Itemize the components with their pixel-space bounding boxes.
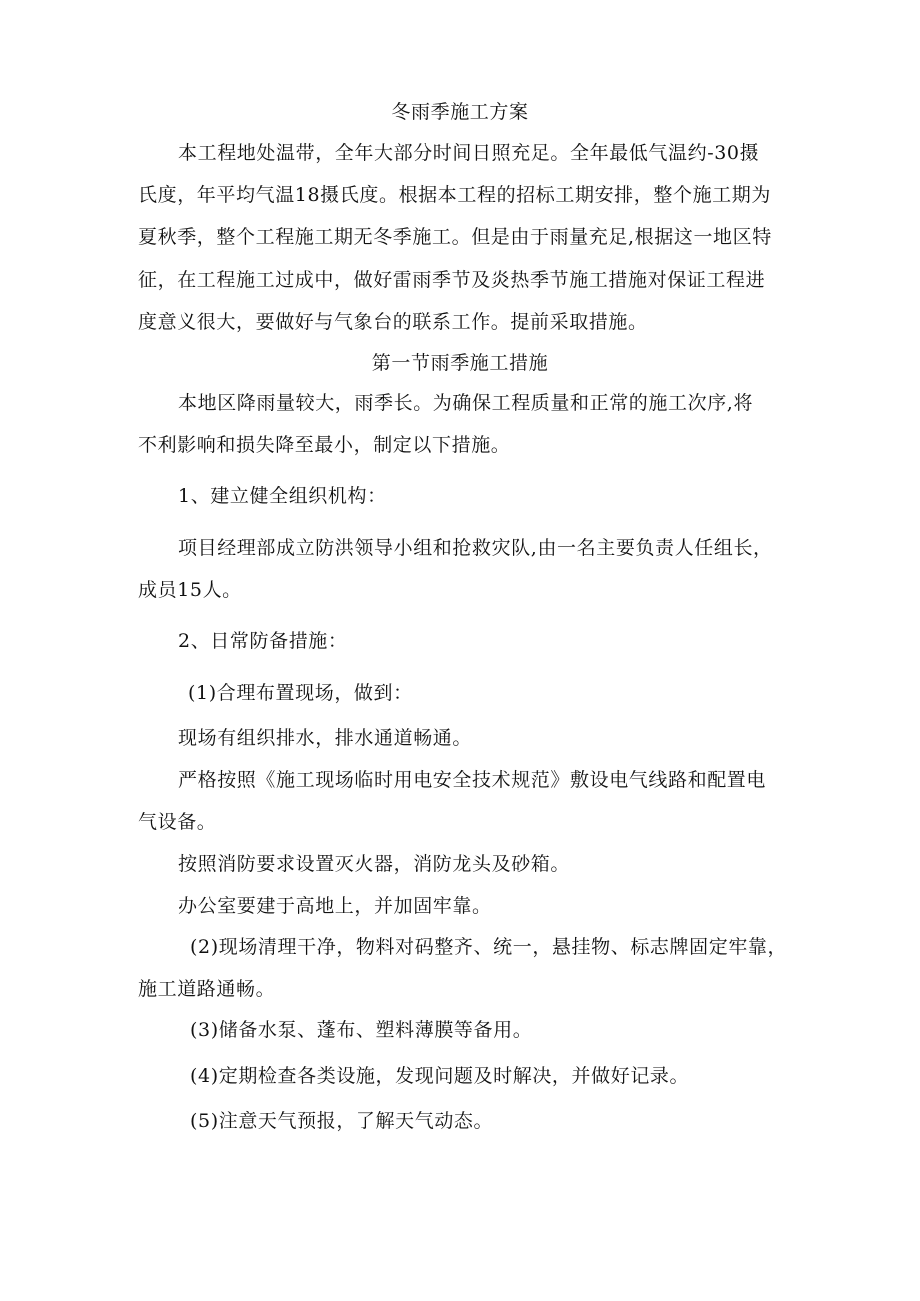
section-intro-line-2: 不利影响和损失降至最小，制定以下措施。 — [138, 434, 511, 456]
intro-line-1: 本工程地处温带，全年大部分时间日照充足。全年最低气温约-30摄 — [178, 142, 760, 164]
item1-body-line-1: 项目经理部成立防洪领导小组和抢救灾队,由一名主要负责人任组长， — [178, 537, 773, 559]
sub1-heading: (1)合理布置现场，做到： — [188, 682, 413, 704]
sub1-point-1: 现场有组织排水，排水通道畅通。 — [178, 727, 473, 749]
intro-line-2: 氏度，年平均气温18摄氏度。根据本工程的招标工期安排，整个施工期为 — [138, 184, 771, 206]
sub2-line-1: (2)现场清理干净，物料对码整齐、统一，悬挂物、标志牌固定牢靠， — [190, 936, 788, 958]
intro-line-5: 度意义很大，要做好与气象台的联系工作。提前采取措施。 — [138, 311, 648, 333]
sub1-point-3: 按照消防要求设置灭火器，消防龙头及砂箱。 — [178, 853, 571, 875]
section-intro-line-1: 本地区降雨量较大，雨季长。为确保工程质量和正常的施工次序,将 — [178, 392, 754, 414]
sub1-point-4: 办公室要建于高地上，并加固牢靠。 — [178, 895, 492, 917]
document-title: 冬雨季施工方案 — [391, 101, 529, 123]
sub1-point-2: 严格按照《施工现场临时用电安全技术规范》敷设电气线路和配置电 — [178, 769, 767, 791]
sub2-line-2: 施工道路通畅。 — [138, 978, 276, 1000]
sub1-point-2-cont: 气设备。 — [138, 811, 217, 833]
sub4: (4)定期检查各类设施，发现问题及时解决，并做好记录。 — [190, 1065, 690, 1087]
intro-line-3: 夏秋季，整个工程施工期无冬季施工。但是由于雨量充足,根据这一地区特 — [138, 226, 772, 248]
section-title: 第一节雨季施工措施 — [371, 352, 549, 374]
item2-heading: 2、日常防备措施： — [178, 630, 348, 652]
sub5: (5)注意天气预报，了解天气动态。 — [190, 1110, 494, 1132]
item1-body-line-2: 成员15人。 — [138, 579, 242, 601]
sub3: (3)储备水泵、蓬布、塑料薄膜等备用。 — [190, 1019, 533, 1041]
intro-line-4: 征，在工程施工过成中，做好雷雨季节及炎热季节施工措施对保证工程进 — [138, 269, 766, 291]
item1-heading: 1、建立健全组织机构： — [178, 485, 387, 507]
